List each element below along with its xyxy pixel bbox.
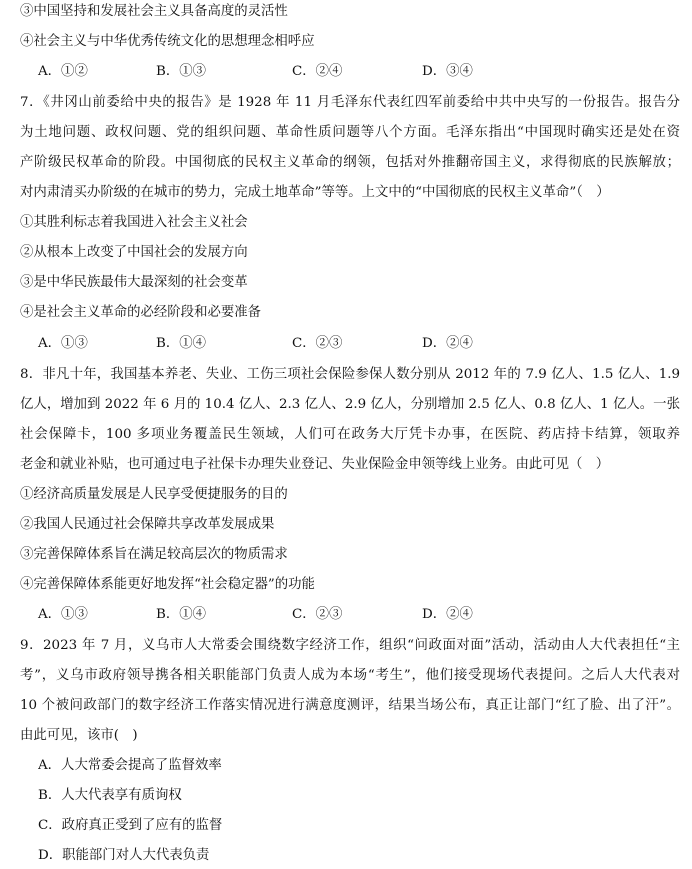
q8-statement-2: ②我国人民通过社会保障共享改革发展成果: [20, 517, 275, 532]
q6-options: [38, 63, 558, 81]
q8-stem-line-2: 亿人，增加到 2022 年 6 月的 10.4 亿人、2.3 亿人、2.9 亿人，分别增加 2.5 亿人、0.8 亿人、1 亿人。一张: [20, 397, 680, 412]
q7-option-d[interactable]: D．②④: [422, 336, 473, 351]
q8-stem-line-3: 社会保障卡，100 多项业务覆盖民生领域，人们可在政务大厅凭卡办事，在医院、药店持卡结算，领取养: [20, 427, 680, 442]
q6-option-c[interactable]: C．②④: [292, 64, 343, 79]
q9-stem-line-1: 9．2023 年 7 月，义乌市人大常委会围绕数字经济工作，组织“问政面对面”活动，活动由人大代表担任“主: [20, 638, 680, 653]
q8-stem-line-1: 8．非凡十年，我国基本养老、失业、工伤三项社会保险参保人数分别从 2012 年的 7.9 亿人、1.5 亿人、1.9: [20, 367, 680, 382]
q6-statement-3: ③中国坚持和发展社会主义具备高度的灵活性: [20, 4, 288, 19]
q6-option-a[interactable]: A．①②: [38, 64, 88, 79]
q7-stem-line-2: 为土地问题、政权问题、党的组织问题、革命性质问题等八个方面。毛泽东指出“中国现时确实还是处在资: [20, 125, 680, 140]
q8-stem-line-4: 老金和就业补贴，也可通过电子社保卡办理失业登记、失业保险金申领等线上业务。由此可见（ ）: [20, 457, 610, 472]
q9-option-c[interactable]: C．政府真正受到了应有的监督: [38, 818, 223, 833]
q8-option-a[interactable]: A．①③: [38, 607, 88, 622]
q7-options: [38, 335, 558, 353]
q7-stem-line-1: 7．《井冈山前委给中央的报告》是 1928 年 11 月毛泽东代表红四军前委给中共中央写的一份报告。报告分: [20, 95, 680, 110]
q7-stem-line-4: 对内肃清买办阶级的在城市的势力，完成土地革命”等等。上文中的“中国彻底的民权主义革命”（ ）: [20, 185, 610, 200]
q7-statement-2: ②从根本上改变了中国社会的发展方向: [20, 245, 248, 260]
q7-statement-4: ④是社会主义革命的必经阶段和必要准备: [20, 305, 262, 320]
q8-option-b[interactable]: B．①④: [156, 607, 207, 622]
q9-option-b[interactable]: B．人大代表享有质询权: [38, 788, 182, 803]
q9-stem-line-2: 考”，义乌市政府领导携各相关职能部门负责人成为本场“考生”，他们接受现场代表提问。之后人大代表对: [20, 668, 680, 683]
q7-stem-line-3: 产阶级民权革命的阶段。中国彻底的民权主义革命的纲领，包括对外推翻帝国主义，求得彻底的民族解放；: [20, 155, 680, 170]
q8-statement-1: ①经济高质量发展是人民享受便捷服务的目的: [20, 487, 288, 502]
q8-option-d[interactable]: D．②④: [422, 607, 473, 622]
q7-option-b[interactable]: B．①④: [156, 336, 207, 351]
q7-statement-1: ①其胜利标志着我国进入社会主义社会: [20, 215, 248, 230]
q8-statement-3: ③完善保障体系旨在满足较高层次的物质需求: [20, 547, 288, 562]
q6-option-b[interactable]: B．①③: [156, 64, 207, 79]
q9-stem-line-4: 由此可见，该市( ): [20, 728, 138, 743]
q9-stem-line-3: 10 个被问政部门的数字经济工作落实情况进行满意度测评，结果当场公布，真正让部门“红了脸、出了汗”。: [20, 698, 680, 713]
q8-options: [38, 606, 558, 624]
q8-statement-4: ④完善保障体系能更好地发挥“社会稳定器”的功能: [20, 577, 315, 592]
q7-statement-3: ③是中华民族最伟大最深刻的社会变革: [20, 275, 248, 290]
q9-option-d[interactable]: D．职能部门对人大代表负责: [38, 848, 210, 863]
q8-option-c[interactable]: C．②③: [292, 607, 343, 622]
q6-option-d[interactable]: D．③④: [422, 64, 473, 79]
q6-statement-4: ④社会主义与中华优秀传统文化的思想理念相呼应: [20, 34, 315, 49]
q7-option-c[interactable]: C．②③: [292, 336, 343, 351]
q7-option-a[interactable]: A．①③: [38, 336, 88, 351]
q9-option-a[interactable]: A．人大常委会提高了监督效率: [38, 758, 222, 773]
